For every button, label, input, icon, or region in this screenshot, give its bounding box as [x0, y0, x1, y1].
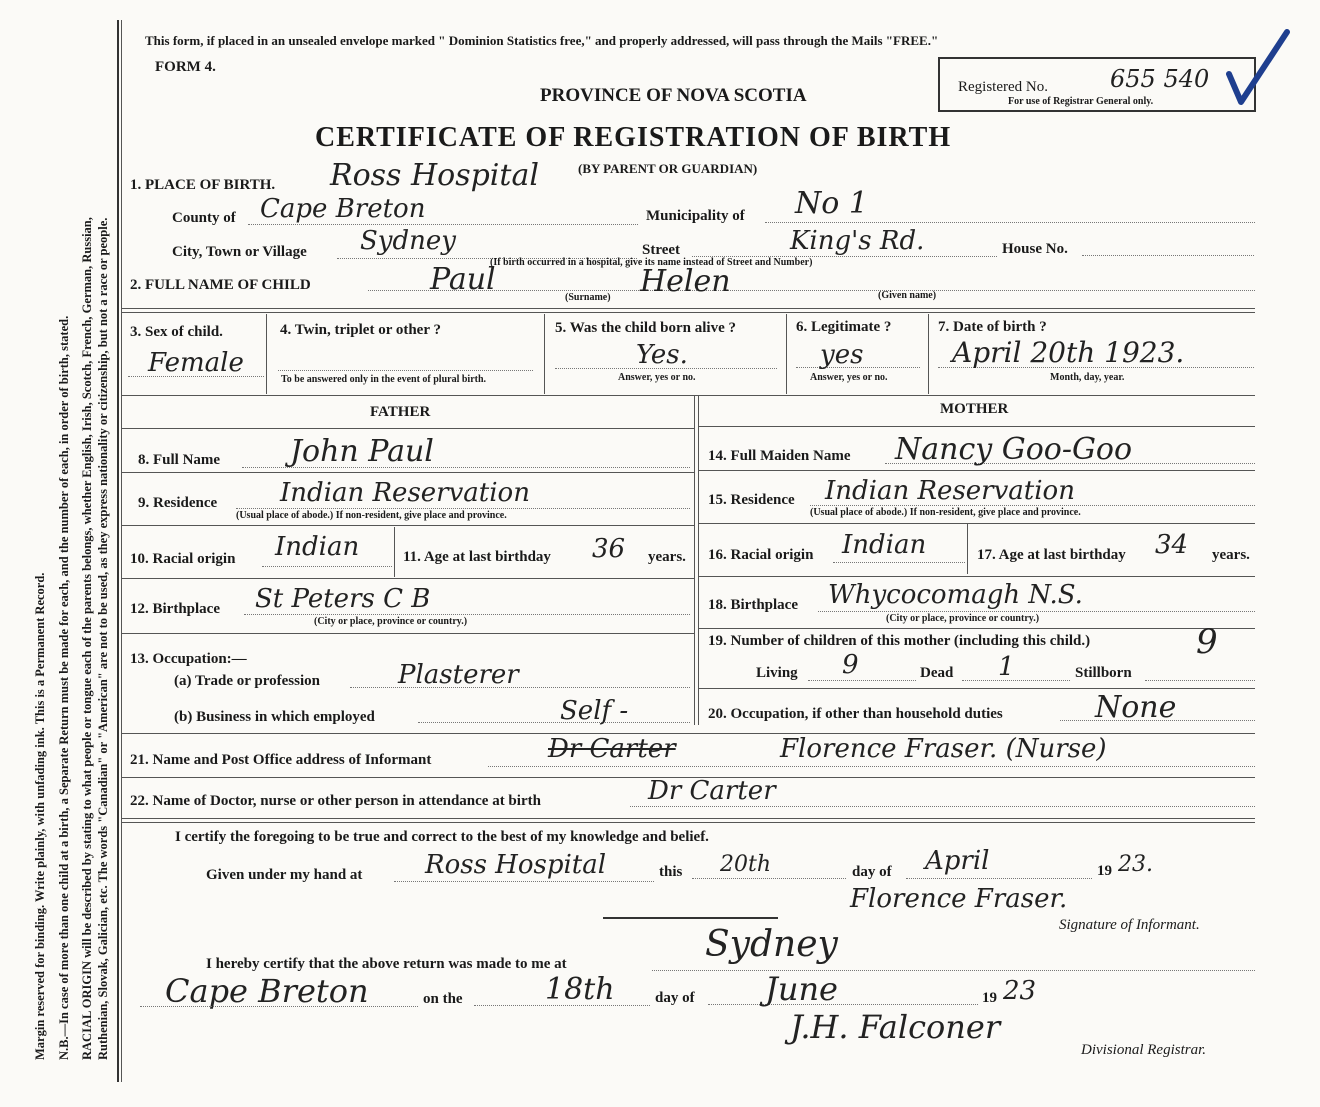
rule-m15 — [699, 523, 1255, 524]
margin-rule-inner — [121, 20, 122, 1082]
living-label: Living — [756, 665, 798, 681]
mother-race-line — [833, 562, 965, 563]
registrar-place-line — [652, 970, 1255, 971]
informant-value: Florence Fraser. (Nurse) — [780, 734, 1107, 764]
this-label: this — [659, 864, 683, 880]
certify-year-value: 23. — [1118, 852, 1153, 877]
registrar-month-value: June — [765, 970, 838, 1008]
county-value: Cape Breton — [260, 194, 426, 224]
certificate-subtitle: (BY PARENT OR GUARDIAN) — [578, 161, 758, 176]
rule-f9 — [122, 525, 694, 526]
registered-label: Registered No. — [958, 79, 1048, 95]
mother-age-unit: years. — [1212, 547, 1250, 563]
given-place-value: Ross Hospital — [425, 850, 607, 880]
certify-year-prefix: 19 — [1097, 863, 1112, 879]
city-label: City, Town or Village — [172, 244, 307, 260]
registered-box — [938, 57, 1256, 112]
rule-m14 — [699, 470, 1255, 471]
col-div-3 — [786, 314, 787, 394]
mother-race-value: Indian — [842, 530, 927, 560]
check-mark-icon — [1225, 28, 1295, 108]
mother-age-label: 17. Age at last birthday — [977, 547, 1126, 563]
rule-heading-right — [699, 426, 1255, 427]
informant-signature-label: Signature of Informant. — [1059, 917, 1200, 933]
margin-rule — [117, 20, 119, 1082]
father-business-line — [418, 722, 690, 723]
informant-line — [488, 766, 1255, 767]
dead-label: Dead — [920, 665, 954, 681]
rule-22 — [122, 818, 1255, 819]
mother-birthplace-label: 18. Birthplace — [708, 597, 798, 613]
registrar-month-line — [708, 1004, 978, 1005]
father-age-value: 36 — [592, 534, 626, 564]
father-race-label: 10. Racial origin — [130, 551, 236, 567]
on-the-label: on the — [423, 991, 463, 1007]
given-label: Given under my hand at — [206, 867, 363, 883]
mother-occupation-label: 20. Occupation, if other than household duties — [708, 706, 1003, 722]
registered-note: For use of Registrar General only. — [1008, 96, 1154, 107]
sex-label: 3. Sex of child. — [130, 324, 223, 340]
mother-age-divider — [967, 524, 968, 574]
child-given-name: Helen — [640, 264, 731, 299]
twin-note: To be answered only in the event of plural birth. — [281, 374, 487, 385]
father-residence-line — [236, 508, 690, 509]
father-race-value: Indian — [275, 532, 360, 562]
mother-age-value: 34 — [1155, 530, 1189, 560]
street-value: King's Rd. — [790, 226, 925, 256]
father-age-label: 11. Age at last birthday — [403, 549, 551, 565]
father-business-value: Self - — [560, 696, 629, 726]
surname-note: (Surname) — [565, 292, 611, 303]
father-heading: FATHER — [370, 404, 431, 420]
mother-occupation-value: None — [1095, 690, 1177, 725]
dead-value: 1 — [998, 652, 1015, 682]
rule-f10 — [122, 578, 694, 579]
father-race-line — [262, 566, 392, 567]
father-birthplace-line — [244, 614, 690, 615]
certify-month-line — [906, 878, 1092, 879]
rule-row3-bottom — [122, 395, 1255, 396]
legitimate-label: 6. Legitimate ? — [796, 319, 892, 335]
father-birthplace-note: (City or place, province or country.) — [314, 616, 468, 627]
municipality-label: Municipality of — [646, 208, 745, 224]
certify-day-value: 20th — [720, 852, 772, 877]
alive-value: Yes. — [636, 340, 688, 370]
county-line — [248, 224, 638, 225]
dead-line — [962, 680, 1070, 681]
rule-top-table — [122, 308, 1255, 309]
father-birthplace-value: St Peters C B — [255, 584, 431, 614]
place-of-birth-label: 1. PLACE OF BIRTH. — [130, 177, 276, 193]
father-trade-label: (a) Trade or profession — [174, 673, 320, 689]
child-name-label: 2. FULL NAME OF CHILD — [130, 277, 311, 293]
margin-note-1: Margin reserved for binding. Write plainly, with unfading ink. This is a Permanent Record. — [33, 572, 47, 1060]
certify-month-value: April — [925, 846, 990, 876]
house-label: House No. — [1002, 241, 1068, 257]
father-name-value: John Paul — [290, 434, 434, 469]
rule-22b — [122, 822, 1255, 823]
registrar-statement: I hereby certify that the above return was made to me at — [206, 956, 567, 972]
rule-heading-left — [122, 428, 694, 429]
col-div-1 — [266, 314, 267, 394]
margin-note-4: Ruthenian, Slovak, Galician, etc. The words "Canadian" or "American" are not to be used, as they express nationality or citizenship, but not a race or people. — [96, 217, 110, 1060]
father-residence-label: 9. Residence — [138, 495, 218, 511]
street-label: Street — [642, 242, 681, 258]
mother-birthplace-line — [818, 611, 1255, 612]
legitimate-value: yes — [820, 340, 864, 370]
house-line — [1082, 255, 1254, 256]
sex-line — [128, 376, 264, 377]
father-occupation-label: 13. Occupation:— — [130, 651, 247, 667]
mother-birthplace-value: Whycocomagh N.S. — [828, 580, 1083, 610]
stillborn-label: Stillborn — [1075, 665, 1132, 681]
signature-line-informant — [603, 917, 778, 919]
col-div-2 — [544, 314, 545, 394]
registrar-year-value: 23 — [1003, 976, 1037, 1006]
child-name-line — [368, 290, 1255, 291]
children-count-value: 9 — [1196, 622, 1218, 662]
certify-day-line — [692, 878, 846, 879]
registered-number: 655 540 — [1110, 65, 1210, 93]
given-place-line — [394, 881, 654, 882]
rule-top-table-2 — [122, 312, 1255, 313]
father-residence-note: (Usual place of abode.) If non-resident, give place and province. — [236, 510, 507, 521]
certify-dayof-label: day of — [852, 864, 892, 880]
mother-residence-value: Indian Reservation — [825, 476, 1075, 506]
doctor-label: 22. Name of Doctor, nurse or other person in attendance at birth — [130, 793, 541, 809]
mother-heading: MOTHER — [940, 401, 1009, 417]
mail-note: This form, if placed in an unsealed envelope marked " Dominion Statistics free," and properly addressed, will pass through the Mails "FREE." — [145, 33, 939, 48]
rule-m19 — [699, 688, 1255, 689]
form-number: FORM 4. — [155, 59, 216, 75]
municipality-line — [765, 222, 1255, 223]
registrar-county-line — [140, 1006, 418, 1007]
registrar-signature-label: Divisional Registrar. — [1081, 1042, 1207, 1058]
informant-label: 21. Name and Post Office address of Informant — [130, 752, 432, 768]
father-age-divider — [394, 527, 395, 577]
mother-race-label: 16. Racial origin — [708, 547, 814, 563]
city-value: Sydney — [360, 226, 456, 256]
mother-name-label: 14. Full Maiden Name — [708, 448, 851, 464]
alive-note: Answer, yes or no. — [618, 372, 696, 383]
mother-name-value: Nancy Goo-Goo — [895, 432, 1133, 467]
certify-statement: I certify the foregoing to be true and correct to the best of my knowledge and belief. — [175, 829, 709, 845]
father-residence-value: Indian Reservation — [280, 478, 530, 508]
registrar-year-prefix: 19 — [982, 990, 997, 1006]
mother-residence-label: 15. Residence — [708, 492, 795, 508]
dob-label: 7. Date of birth ? — [938, 319, 1047, 335]
sex-value: Female — [148, 348, 244, 378]
alive-label: 5. Was the child born alive ? — [555, 320, 736, 336]
dob-value: April 20th 1923. — [952, 336, 1185, 369]
col-div-4 — [928, 314, 929, 394]
parent-divider — [694, 395, 695, 725]
children-count-label: 19. Number of children of this mother (including this child.) — [708, 633, 1091, 649]
mother-residence-note: (Usual place of abode.) If non-resident, give place and province. — [810, 507, 1081, 518]
registrar-day-value: 18th — [545, 972, 615, 1007]
legitimate-note: Answer, yes or no. — [810, 372, 888, 383]
father-name-label: 8. Full Name — [138, 452, 221, 468]
place-of-birth-value: Ross Hospital — [330, 158, 539, 193]
rule-m18 — [699, 628, 1255, 629]
hospital-note: (If birth occurred in a hospital, give its name instead of Street and Number) — [490, 257, 813, 268]
rule-f8 — [122, 472, 694, 473]
rule-f12 — [122, 633, 694, 634]
doctor-value: Dr Carter — [648, 776, 776, 806]
living-value: 9 — [842, 650, 859, 680]
father-age-unit: years. — [648, 549, 686, 565]
given-note: (Given name) — [878, 290, 937, 301]
twin-line — [278, 370, 533, 371]
registrar-place-value: Sydney — [705, 924, 838, 965]
province-title: PROVINCE OF NOVA SCOTIA — [540, 85, 807, 106]
county-label: County of — [172, 210, 236, 226]
parent-divider-2 — [698, 395, 699, 725]
living-line — [808, 680, 916, 681]
margin-note-2: N.B.—In case of more than one child at a birth, a Separate Return must be made for each, and the number of each, in order of birth, stated. — [57, 315, 71, 1060]
informant-struck: Dr Carter — [548, 734, 676, 764]
father-business-label: (b) Business in which employed — [174, 709, 375, 725]
municipality-value: No 1 — [795, 186, 868, 221]
twin-label: 4. Twin, triplet or other ? — [280, 322, 441, 338]
doctor-line — [630, 806, 1255, 807]
informant-signature: Florence Fraser. — [850, 884, 1068, 914]
rule-m16 — [699, 576, 1255, 577]
registrar-county-value: Cape Breton — [165, 972, 369, 1010]
certificate-title: CERTIFICATE OF REGISTRATION OF BIRTH — [315, 122, 952, 153]
registrar-signature: J.H. Falconer — [790, 1008, 1001, 1046]
margin-note-3: RACIAL ORIGIN will be described by stating to what people or tongue each of the parents belongs, whether English, Irish, Scotch, French, German, Russian, — [80, 217, 94, 1060]
child-surname: Paul — [430, 262, 496, 297]
registrar-dayof-label: day of — [655, 990, 695, 1006]
dob-note: Month, day, year. — [1050, 372, 1125, 383]
stillborn-line — [1145, 680, 1255, 681]
mother-birthplace-note: (City or place, province or country.) — [886, 613, 1040, 624]
father-trade-value: Plasterer — [398, 660, 519, 690]
father-birthplace-label: 12. Birthplace — [130, 601, 220, 617]
